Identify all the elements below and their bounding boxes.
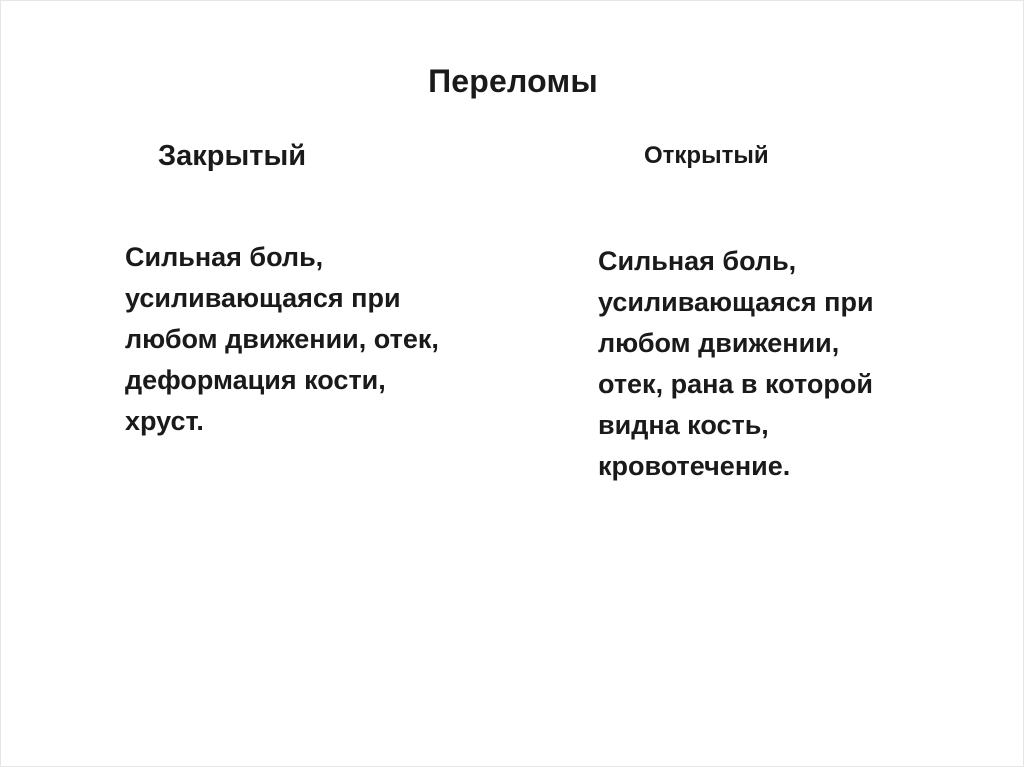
closed-fracture-heading: Закрытый — [158, 140, 307, 172]
description-line: усиливающаяся при — [598, 287, 874, 317]
open-fracture-heading: Открытый — [644, 142, 769, 169]
description-line: любом движении, — [598, 328, 840, 358]
open-fracture-description — [598, 241, 928, 487]
description-line: хруст. — [125, 406, 204, 436]
description-line: Сильная боль, — [125, 242, 324, 272]
description-line: любом движении, отек, — [125, 324, 439, 354]
description-line: Сильная боль, — [598, 246, 797, 276]
description-line: деформация кости, — [125, 365, 386, 395]
description-line: видна кость, — [598, 410, 769, 440]
closed-fracture-description — [125, 237, 525, 442]
description-line: усиливающаяся при — [125, 283, 401, 313]
description-line: отек, рана в которой — [598, 369, 873, 399]
description-line: кровотечение. — [598, 451, 791, 481]
slide-title: Переломы — [428, 63, 598, 99]
